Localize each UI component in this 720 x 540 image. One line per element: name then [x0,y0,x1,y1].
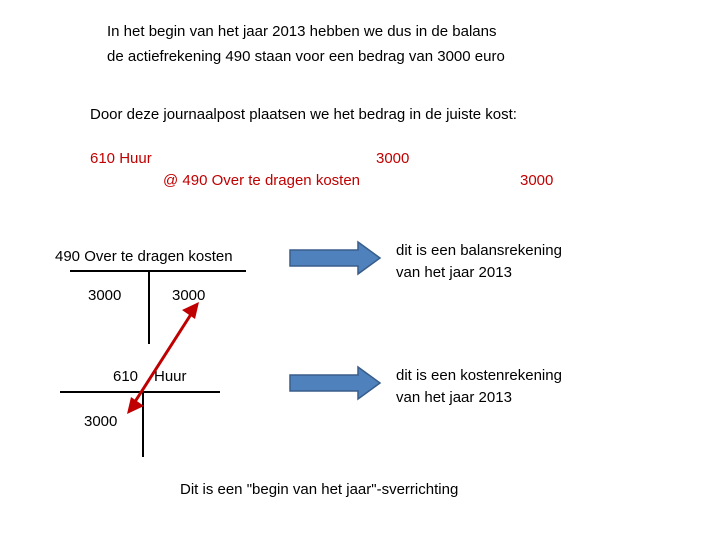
journal-debit-amount: 3000 [376,150,410,167]
t-account-490-title: 490 Over te dragen kosten [55,248,233,265]
arrow-right-cost [290,367,380,399]
intro-line-1: In het begin van het jaar 2013 hebben we dus in de balans [107,23,497,40]
note-balance-line-1: dit is een balansrekening [396,242,562,259]
diagonal-double-arrow [131,308,195,408]
journal-credit-account: @ 490 Over te dragen kosten [163,172,361,189]
arrow-right-balance [290,242,380,274]
note-cost-line-1: dit is een kostenrekening [396,367,562,384]
note-cost-line-2: van het jaar 2013 [396,389,512,406]
intro-line-2: de actiefrekening 490 staan voor een bedrag van 3000 euro [107,48,505,65]
t-account-490-debit: 3000 [88,287,122,304]
journal-debit-account: 610 Huur [90,150,152,167]
journal-credit-amount: 3000 [520,172,554,189]
t-account-610-name: Huur [154,368,187,385]
t-account-490-credit: 3000 [172,287,206,304]
t-account-610-debit: 3000 [84,413,118,430]
footer-text: Dit is een "begin van het jaar"-sverrichting [180,481,459,498]
note-balance-line-2: van het jaar 2013 [396,264,512,281]
journal-heading: Door deze journaalpost plaatsen we het bedrag in de juiste kost: [90,106,517,123]
t-account-610-number: 610 [113,368,139,385]
